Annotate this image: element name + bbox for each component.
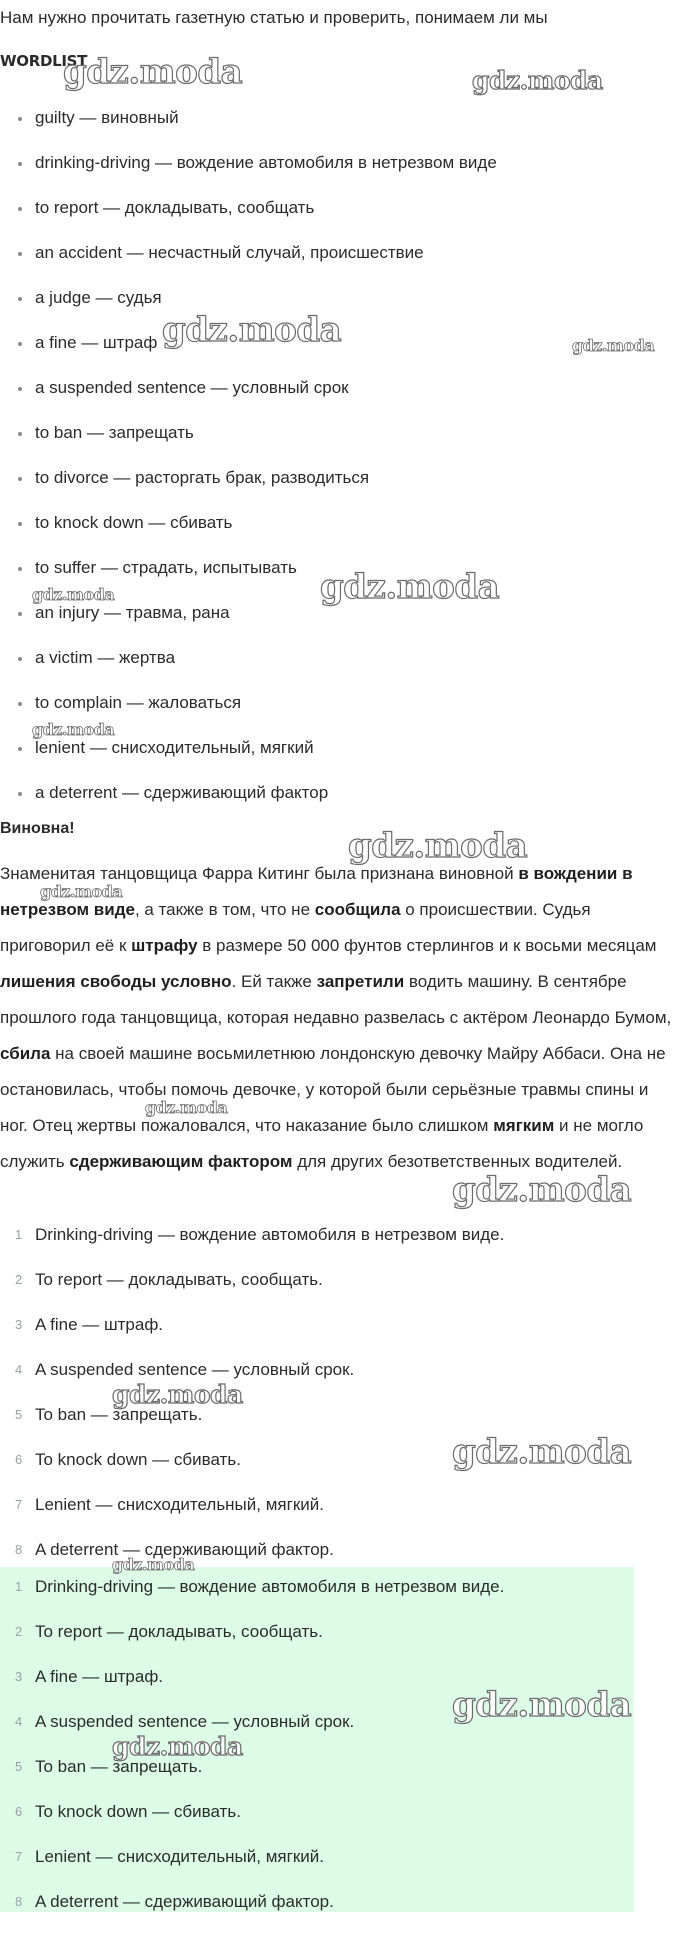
answer-number: 7 [15, 1849, 23, 1864]
article-keyword: мягким [493, 1116, 555, 1135]
answer-row [0, 1802, 634, 1826]
answer-number: 1 [15, 1227, 23, 1242]
article-keyword: запретили [316, 972, 405, 991]
article-text: в размере 50 000 фунтов стерлингов и к восьми месяцам [197, 936, 657, 955]
answer-number: 2 [15, 1624, 23, 1639]
answer-row [0, 1892, 634, 1916]
answer-row [0, 1495, 634, 1519]
watermark: gdz.moda [348, 826, 528, 866]
article-text: о происшествии. Судья приговорил её к [0, 900, 591, 955]
wordlist-item: to complain — жаловаться [35, 693, 242, 712]
answer-number: 6 [15, 1804, 23, 1819]
answer-row [0, 1270, 634, 1294]
wordlist-item: an injury — травма, рана [35, 603, 230, 622]
wordlist-item: to knock down — сбивать [35, 513, 233, 532]
watermark: gdz.moda [472, 66, 603, 95]
watermark: gdz.moda [452, 1685, 632, 1725]
answer-text: To report — докладывать, сообщать. [35, 1622, 323, 1641]
answer-text: To report — докладывать, сообщать. [35, 1270, 323, 1289]
watermark: gdz.moda [63, 52, 243, 92]
article-title: Виновна! [0, 820, 75, 837]
article-text: и не могло служить [0, 1116, 644, 1171]
answer-number: 5 [15, 1407, 23, 1422]
wordlist-item: to ban — запрещать [35, 423, 194, 442]
wordlist-item: to suffer — страдать, испытывать [35, 558, 297, 577]
answer-text: To ban — запрещать. [35, 1405, 203, 1424]
answer-row [0, 1540, 634, 1564]
wordlist-item: a judge — судья [35, 288, 162, 307]
answer-row [0, 1225, 634, 1249]
answer-number: 5 [15, 1759, 23, 1774]
wordlist-item: lenient — снисходительный, мягкий [35, 738, 314, 757]
watermark: gdz.moda [452, 1170, 632, 1210]
article-keyword: штрафу [131, 936, 198, 955]
answer-row [0, 1577, 634, 1601]
watermark: gdz.moda [452, 1432, 632, 1472]
answer-row [0, 1847, 634, 1871]
wordlist-title: WORDLIST [0, 52, 88, 70]
wordlist-item: to divorce — расторгать брак, разводиться [35, 468, 370, 487]
answer-number: 7 [15, 1497, 23, 1512]
answer-row [0, 1405, 634, 1429]
answer-number: 1 [15, 1579, 23, 1594]
article-text: . Ей также [231, 972, 317, 991]
article-paragraph [0, 856, 678, 1180]
wordlist-item: a victim — жертва [35, 648, 176, 667]
wordlist-item: an accident — несчастный случай, происшествие [35, 243, 424, 262]
answer-number: 4 [15, 1362, 23, 1377]
article-keyword: сдерживающим фактором [69, 1152, 293, 1171]
answer-text: A suspended sentence — условный срок. [35, 1360, 355, 1379]
watermark: gdz.moda [40, 882, 123, 901]
answer-row [0, 1757, 634, 1781]
answer-text: Drinking-driving — вождение автомобиля в нетрезвом виде. [35, 1225, 505, 1244]
wordlist-item: a suspended sentence — условный срок [35, 378, 349, 397]
watermark: gdz.moda [320, 567, 500, 607]
answer-list-highlighted [0, 1567, 634, 1912]
answer-text: A fine — штраф. [35, 1667, 164, 1686]
article-keyword: сбила [0, 1044, 51, 1063]
answer-row [0, 1712, 634, 1736]
answer-row [0, 1622, 634, 1646]
watermark: gdz.moda [572, 336, 655, 355]
intro-text: Нам нужно прочитать газетную статью и проверить, понимаем ли мы [0, 8, 548, 27]
wordlist-item: a deterrent — сдерживающий фактор [35, 783, 329, 802]
article-keyword: в вождении в нетрезвом виде [0, 864, 633, 919]
answer-list [0, 1225, 634, 1559]
answer-text: To knock down — сбивать. [35, 1802, 241, 1821]
answer-text: Lenient — снисходительный, мягкий. [35, 1495, 324, 1514]
wordlist-item: a fine — штраф [35, 333, 158, 352]
watermark: gdz.moda [112, 1380, 243, 1409]
answer-number: 8 [15, 1542, 23, 1557]
wordlist-item: drinking-driving — вождение автомобиля в нетрезвом виде [35, 153, 497, 172]
answer-row [0, 1360, 634, 1384]
answer-number: 2 [15, 1272, 23, 1287]
watermark: gdz.moda [145, 1098, 228, 1117]
article-text: водить машину. В сентябре прошлого года танцовщица, которая недавно развелась с актёром Леонардо Бумом, [0, 972, 672, 1027]
answer-text: Drinking-driving — вождение автомобиля в нетрезвом виде. [35, 1577, 505, 1596]
answer-number: 3 [15, 1669, 23, 1684]
article-text: Знаменитая танцовщица Фарра Китинг была признана виновной [0, 864, 519, 883]
article-keyword: сообщила [314, 900, 401, 919]
answer-number: 6 [15, 1452, 23, 1467]
answer-number: 8 [15, 1894, 23, 1909]
answer-row [0, 1667, 634, 1691]
answer-text: Lenient — снисходительный, мягкий. [35, 1847, 324, 1866]
answer-row [0, 1450, 634, 1474]
answer-row [0, 1315, 634, 1339]
article-text: на своей машине восьмилетнюю лондонскую девочку Майру Аббаси. Она не остановилась, чтобы помочь девочке, у которой были серьёзные травмы спины и ног. Отец жертвы пожаловался, что наказание было слишком [0, 1044, 666, 1135]
answer-number: 3 [15, 1317, 23, 1332]
answer-text: A fine — штраф. [35, 1315, 164, 1334]
answer-text: A deterrent — сдерживающий фактор. [35, 1540, 334, 1559]
article-text: , а также в том, что не [134, 900, 315, 919]
answer-text: A deterrent — сдерживающий фактор. [35, 1892, 334, 1911]
answer-number: 4 [15, 1714, 23, 1729]
wordlist-item: guilty — виновный [35, 108, 179, 127]
article-text: для других безответственных водителей. [292, 1152, 623, 1171]
watermark: gdz.moda [112, 1732, 243, 1761]
answer-text: To ban — запрещать. [35, 1757, 203, 1776]
wordlist-item: to report — докладывать, сообщать [35, 198, 315, 217]
answer-text: A suspended sentence — условный срок. [35, 1712, 355, 1731]
watermark: gdz.moda [32, 720, 115, 739]
watermark: gdz.moda [112, 1555, 195, 1574]
watermark: gdz.moda [162, 310, 342, 350]
article-keyword: лишения свободы условно [0, 972, 232, 991]
answer-text: To knock down — сбивать. [35, 1450, 241, 1469]
watermark: gdz.moda [32, 585, 115, 604]
